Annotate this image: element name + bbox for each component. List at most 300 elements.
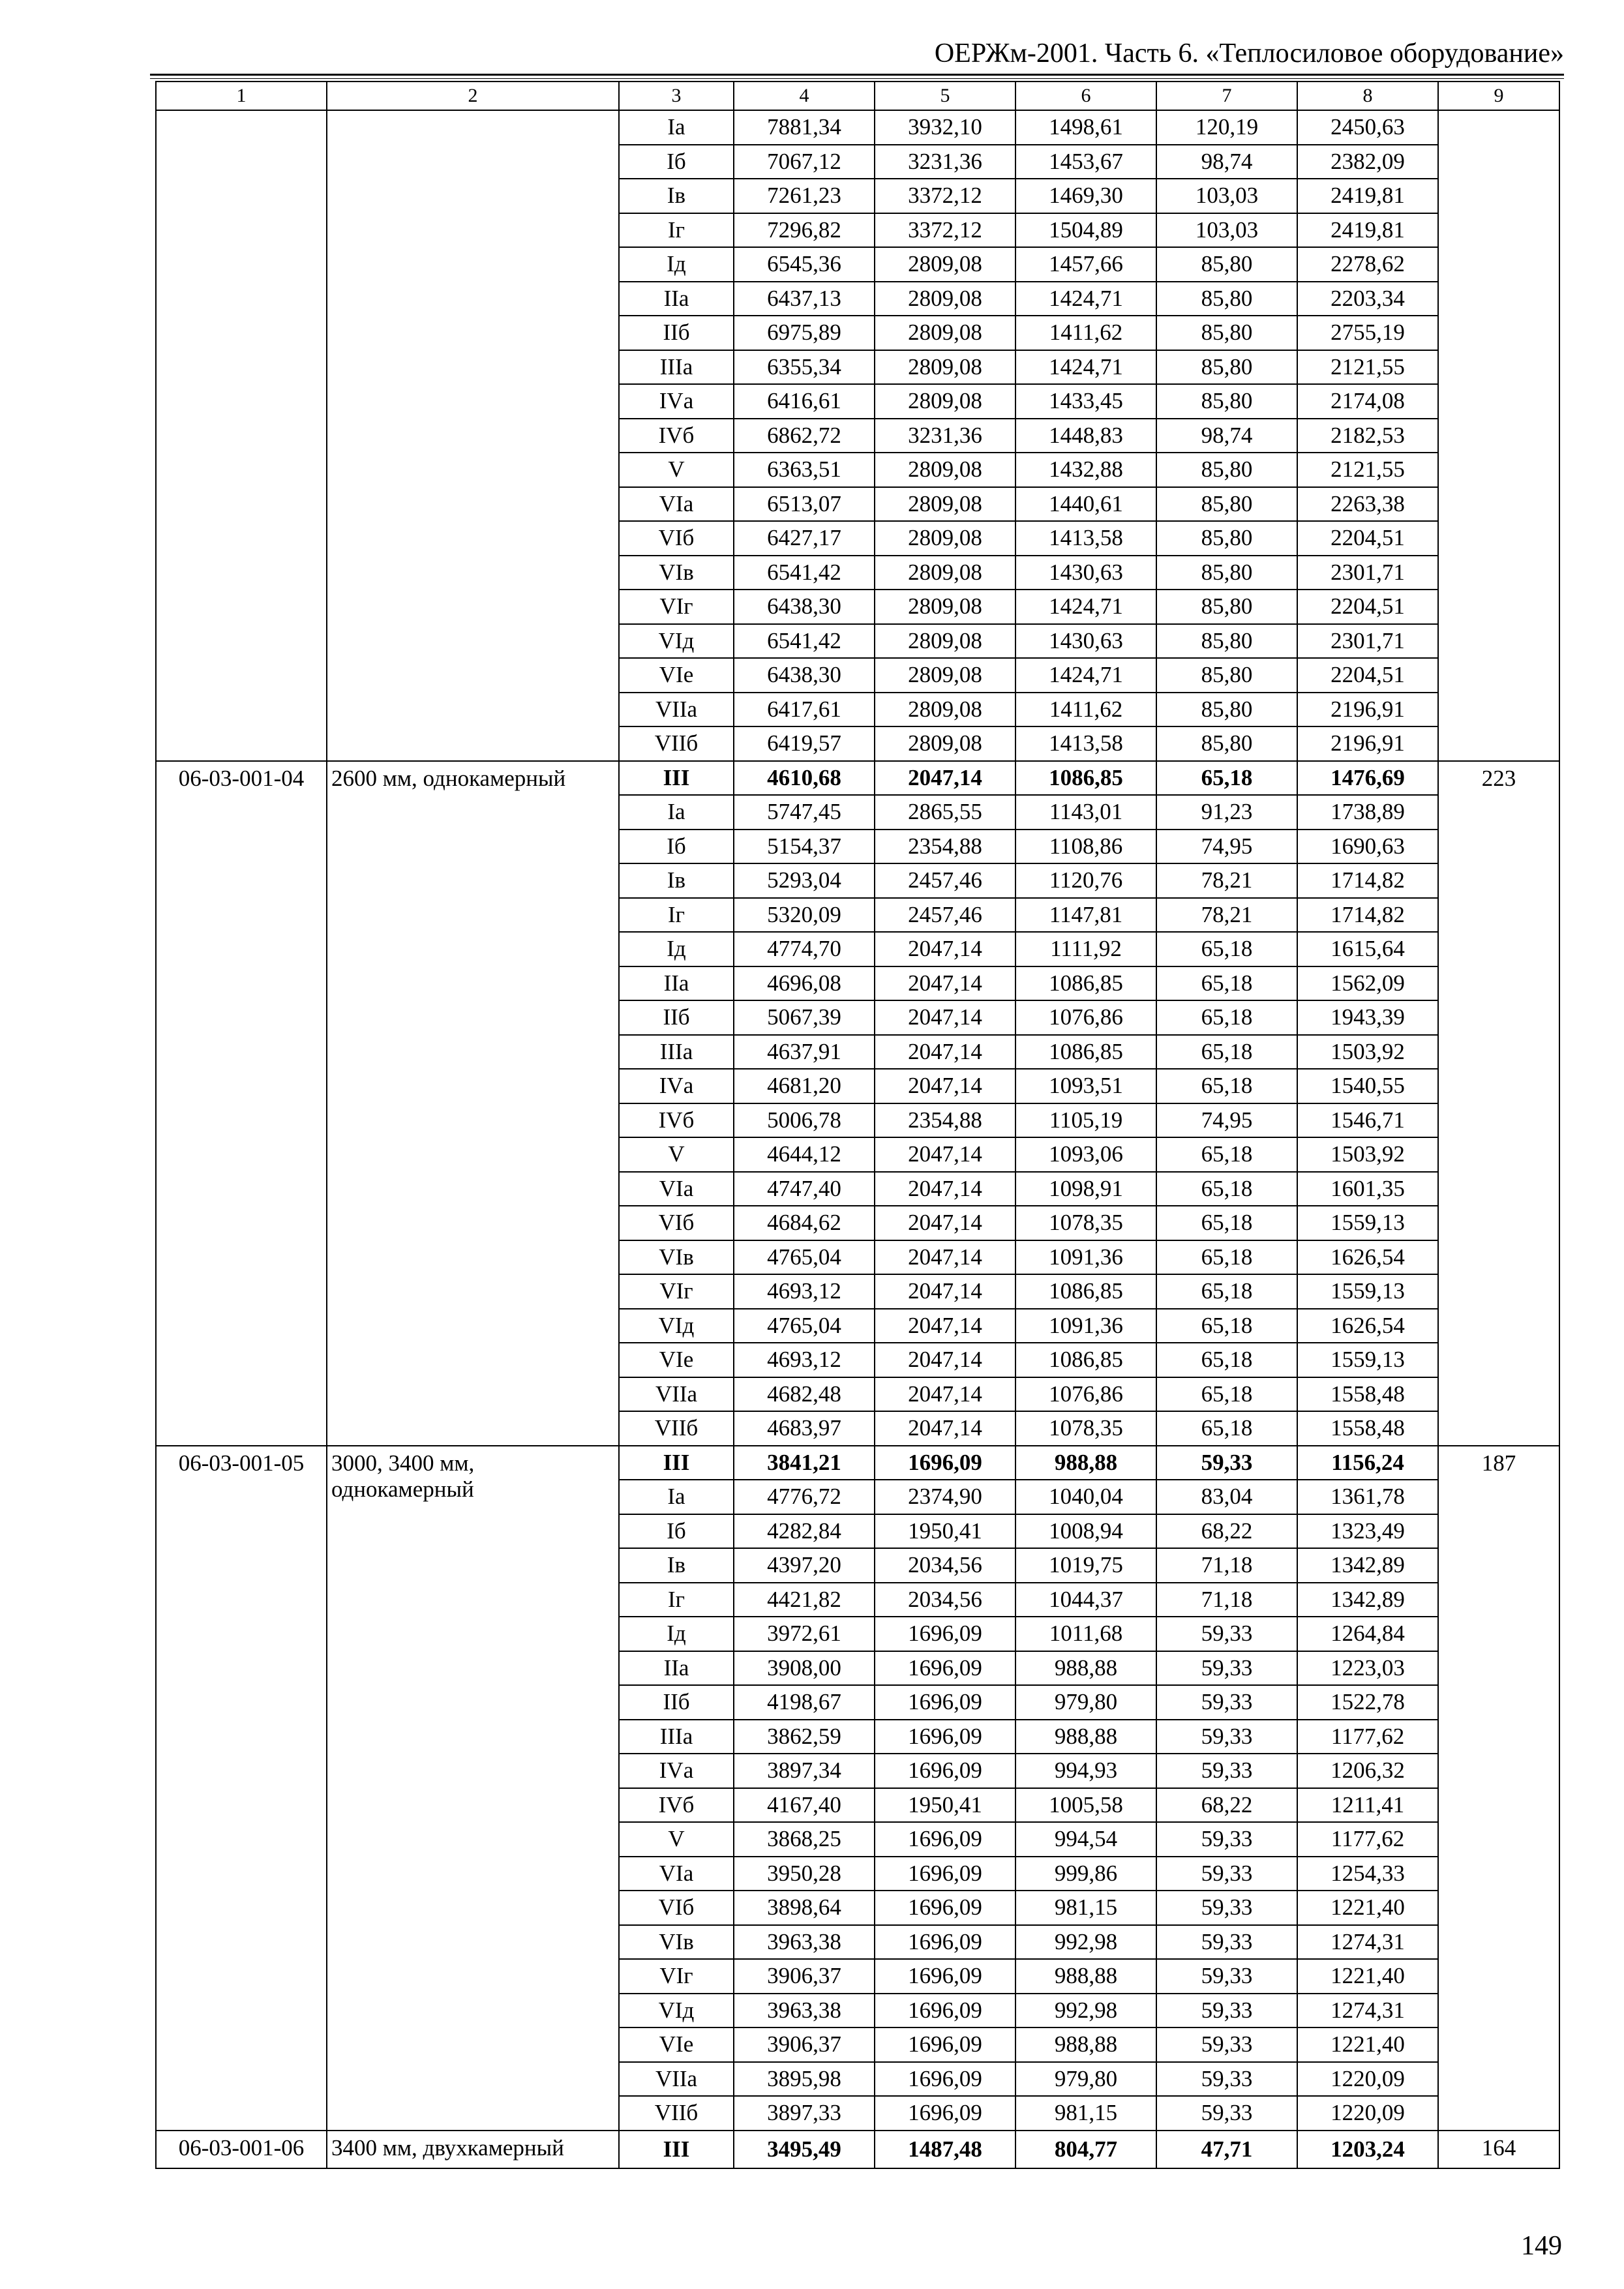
col7-cell: 85,80 (1156, 316, 1297, 350)
col4-cell: 4682,48 (734, 1377, 875, 1412)
column-number: 9 (1438, 82, 1559, 110)
col7-cell: 85,80 (1156, 350, 1297, 385)
col6-cell: 1086,85 (1015, 1343, 1156, 1377)
col8-cell: 1714,82 (1297, 898, 1438, 933)
col8-cell: 2301,71 (1297, 556, 1438, 590)
col5-cell: 2809,08 (875, 282, 1015, 316)
col5-cell: 3372,12 (875, 179, 1015, 213)
table-row (156, 761, 1559, 796)
col6-cell: 1504,89 (1015, 213, 1156, 248)
col4-cell: 3972,61 (734, 1617, 875, 1651)
col7-cell: 85,80 (1156, 453, 1297, 487)
col6-cell: 1111,92 (1015, 932, 1156, 966)
col7-cell: 65,18 (1156, 1000, 1297, 1035)
col6-cell: 1086,85 (1015, 1274, 1156, 1309)
price-table (155, 81, 1560, 2169)
col8-cell: 1626,54 (1297, 1309, 1438, 1343)
col5-cell: 2354,88 (875, 830, 1015, 864)
col6-cell: 1453,67 (1015, 145, 1156, 179)
col4-cell: 6862,72 (734, 419, 875, 453)
regime-cell: VIг (619, 1959, 734, 1994)
regime-cell: III (619, 1446, 734, 1480)
col4-cell: 5320,09 (734, 898, 875, 933)
regime-cell: VIв (619, 1925, 734, 1960)
col6-cell: 1019,75 (1015, 1548, 1156, 1583)
col4-cell: 3862,59 (734, 1720, 875, 1754)
col4-cell: 4765,04 (734, 1309, 875, 1343)
col8-cell: 1274,31 (1297, 1925, 1438, 1960)
col4-cell: 7067,12 (734, 145, 875, 179)
regime-cell: VIд (619, 624, 734, 659)
col8-cell: 2419,81 (1297, 213, 1438, 248)
col5-cell: 2047,14 (875, 1137, 1015, 1172)
column-number: 1 (156, 82, 327, 110)
col4-cell: 4765,04 (734, 1240, 875, 1275)
col4-cell: 5293,04 (734, 863, 875, 898)
regime-cell: IVб (619, 1788, 734, 1823)
col5-cell: 2047,14 (875, 1240, 1015, 1275)
qty-cell: 223 (1438, 761, 1559, 1446)
col4-cell: 4644,12 (734, 1137, 875, 1172)
regime-cell: VIа (619, 1172, 734, 1206)
col5-cell: 2457,46 (875, 898, 1015, 933)
col7-cell: 120,19 (1156, 110, 1297, 145)
col4-cell: 6438,30 (734, 590, 875, 624)
regime-cell: VIа (619, 1857, 734, 1891)
col7-cell: 65,18 (1156, 966, 1297, 1001)
col6-cell: 1008,94 (1015, 1514, 1156, 1549)
col6-cell: 979,80 (1015, 1685, 1156, 1720)
col4-cell: 4693,12 (734, 1343, 875, 1377)
col4-cell: 3908,00 (734, 1651, 875, 1686)
col7-cell: 65,18 (1156, 1377, 1297, 1412)
col6-cell: 1413,58 (1015, 726, 1156, 761)
col8-cell: 1558,48 (1297, 1411, 1438, 1446)
col4-cell: 4637,91 (734, 1035, 875, 1070)
regime-cell: IIIа (619, 1035, 734, 1070)
page-header-title: ОЕРЖм-2001. Часть 6. «Теплосиловое оборудование» (934, 38, 1564, 68)
col8-cell: 1274,31 (1297, 1994, 1438, 2028)
col5-cell: 1696,09 (875, 1891, 1015, 1925)
col6-cell: 1040,04 (1015, 1480, 1156, 1514)
col7-cell: 98,74 (1156, 145, 1297, 179)
col6-cell: 1424,71 (1015, 282, 1156, 316)
table-row (156, 2131, 1559, 2169)
col7-cell: 65,18 (1156, 1343, 1297, 1377)
col7-cell: 59,33 (1156, 2096, 1297, 2131)
col4-cell: 4421,82 (734, 1583, 875, 1617)
col8-cell: 1738,89 (1297, 795, 1438, 830)
col7-cell: 91,23 (1156, 795, 1297, 830)
col8-cell: 2419,81 (1297, 179, 1438, 213)
col6-cell: 1105,19 (1015, 1103, 1156, 1138)
col7-cell: 98,74 (1156, 419, 1297, 453)
col8-cell: 1540,55 (1297, 1069, 1438, 1103)
col8-cell: 1264,84 (1297, 1617, 1438, 1651)
regime-cell: VIе (619, 658, 734, 693)
col8-cell: 1522,78 (1297, 1685, 1438, 1720)
col8-cell: 1254,33 (1297, 1857, 1438, 1891)
col4-cell: 6416,61 (734, 384, 875, 419)
col5-cell: 2809,08 (875, 726, 1015, 761)
col5-cell: 1950,41 (875, 1788, 1015, 1823)
table-row (156, 1446, 1559, 1480)
col5-cell: 1696,09 (875, 1925, 1015, 1960)
regime-cell: Iб (619, 830, 734, 864)
col6-cell: 1411,62 (1015, 693, 1156, 727)
regime-cell: VIа (619, 487, 734, 522)
col4-cell: 6545,36 (734, 247, 875, 282)
col7-cell: 85,80 (1156, 247, 1297, 282)
regime-cell: IVа (619, 384, 734, 419)
col7-cell: 59,33 (1156, 1720, 1297, 1754)
col6-cell: 1469,30 (1015, 179, 1156, 213)
col5-cell: 2047,14 (875, 1377, 1015, 1412)
col5-cell: 2809,08 (875, 624, 1015, 659)
column-number: 8 (1297, 82, 1438, 110)
col5-cell: 2047,14 (875, 1000, 1015, 1035)
col4-cell: 6363,51 (734, 453, 875, 487)
col6-cell: 1011,68 (1015, 1617, 1156, 1651)
col4-cell: 6541,42 (734, 624, 875, 659)
col6-cell: 1424,71 (1015, 350, 1156, 385)
col5-cell: 1696,09 (875, 1822, 1015, 1857)
regime-cell: VIд (619, 1309, 734, 1343)
col5-cell: 1696,09 (875, 1651, 1015, 1686)
regime-cell: VIб (619, 1206, 734, 1240)
regime-cell: VIд (619, 1994, 734, 2028)
col8-cell: 2196,91 (1297, 693, 1438, 727)
col4-cell: 6427,17 (734, 521, 875, 556)
col4-cell: 3868,25 (734, 1822, 875, 1857)
col8-cell: 1206,32 (1297, 1754, 1438, 1788)
column-number: 5 (875, 82, 1015, 110)
column-number: 7 (1156, 82, 1297, 110)
col5-cell: 2809,08 (875, 658, 1015, 693)
col6-cell: 1005,58 (1015, 1788, 1156, 1823)
col6-cell: 1143,01 (1015, 795, 1156, 830)
col6-cell: 1430,63 (1015, 556, 1156, 590)
col5-cell: 2809,08 (875, 521, 1015, 556)
col8-cell: 1221,40 (1297, 1891, 1438, 1925)
code-cell: 06-03-001-05 (156, 1446, 327, 2131)
regime-cell: III (619, 2131, 734, 2169)
regime-cell: III (619, 761, 734, 796)
col5-cell: 1696,09 (875, 1446, 1015, 1480)
col5-cell: 1950,41 (875, 1514, 1015, 1549)
col7-cell: 85,80 (1156, 726, 1297, 761)
col7-cell: 59,33 (1156, 1446, 1297, 1480)
col4-cell: 6513,07 (734, 487, 875, 522)
col5-cell: 2047,14 (875, 1343, 1015, 1377)
col7-cell: 71,18 (1156, 1548, 1297, 1583)
col7-cell: 85,80 (1156, 487, 1297, 522)
col6-cell: 1076,86 (1015, 1000, 1156, 1035)
col8-cell: 1559,13 (1297, 1343, 1438, 1377)
col5-cell: 1696,09 (875, 1959, 1015, 1994)
regime-cell: V (619, 1822, 734, 1857)
page-number: 149 (1521, 2231, 1562, 2261)
col8-cell: 1503,92 (1297, 1137, 1438, 1172)
col4-cell: 6355,34 (734, 350, 875, 385)
col8-cell: 1223,03 (1297, 1651, 1438, 1686)
col5-cell: 2047,14 (875, 1206, 1015, 1240)
col6-cell: 1078,35 (1015, 1206, 1156, 1240)
col5-cell: 1696,09 (875, 1720, 1015, 1754)
col4-cell: 6438,30 (734, 658, 875, 693)
col6-cell: 992,98 (1015, 1925, 1156, 1960)
col7-cell: 59,33 (1156, 1822, 1297, 1857)
regime-cell: Iг (619, 213, 734, 248)
col8-cell: 1943,39 (1297, 1000, 1438, 1035)
col6-cell: 981,15 (1015, 2096, 1156, 2131)
col6-cell: 1086,85 (1015, 761, 1156, 796)
regime-cell: VIе (619, 1343, 734, 1377)
regime-cell: VIIб (619, 1411, 734, 1446)
col5-cell: 1696,09 (875, 1994, 1015, 2028)
col4-cell: 6975,89 (734, 316, 875, 350)
col5-cell: 3932,10 (875, 110, 1015, 145)
col4-cell: 3963,38 (734, 1994, 875, 2028)
col6-cell: 988,88 (1015, 1720, 1156, 1754)
col4-cell: 4693,12 (734, 1274, 875, 1309)
col8-cell: 1342,89 (1297, 1583, 1438, 1617)
col5-cell: 2047,14 (875, 1309, 1015, 1343)
col6-cell: 1432,88 (1015, 453, 1156, 487)
col5-cell: 2047,14 (875, 1172, 1015, 1206)
col4-cell: 4684,62 (734, 1206, 875, 1240)
col7-cell: 85,80 (1156, 556, 1297, 590)
col8-cell: 2203,34 (1297, 282, 1438, 316)
col6-cell: 979,80 (1015, 2062, 1156, 2097)
col7-cell: 65,18 (1156, 1137, 1297, 1172)
col8-cell: 1476,69 (1297, 761, 1438, 796)
col4-cell: 5154,37 (734, 830, 875, 864)
code-cell: 06-03-001-04 (156, 761, 327, 1446)
regime-cell: Iв (619, 863, 734, 898)
regime-cell: Iд (619, 1617, 734, 1651)
regime-cell: IVб (619, 1103, 734, 1138)
col8-cell: 2121,55 (1297, 453, 1438, 487)
col5-cell: 1696,09 (875, 1617, 1015, 1651)
col8-cell: 2204,51 (1297, 658, 1438, 693)
col7-cell: 59,33 (1156, 1651, 1297, 1686)
col6-cell: 1108,86 (1015, 830, 1156, 864)
col6-cell: 1413,58 (1015, 521, 1156, 556)
col4-cell: 4282,84 (734, 1514, 875, 1549)
regime-cell: IVа (619, 1754, 734, 1788)
regime-cell: Iб (619, 1514, 734, 1549)
col4-cell: 6437,13 (734, 282, 875, 316)
table-row (156, 110, 1559, 145)
col4-cell: 4198,67 (734, 1685, 875, 1720)
regime-cell: VIIа (619, 2062, 734, 2097)
col4-cell: 5006,78 (734, 1103, 875, 1138)
col7-cell: 59,33 (1156, 1959, 1297, 1994)
col6-cell: 1098,91 (1015, 1172, 1156, 1206)
col4-cell: 4683,97 (734, 1411, 875, 1446)
col5-cell: 3231,36 (875, 145, 1015, 179)
qty-cell: 187 (1438, 1446, 1559, 2131)
name-cell: 3400 мм, двухкамерный (327, 2131, 619, 2169)
col4-cell: 4776,72 (734, 1480, 875, 1514)
col8-cell: 1503,92 (1297, 1035, 1438, 1070)
col6-cell: 988,88 (1015, 1446, 1156, 1480)
regime-cell: Iг (619, 898, 734, 933)
col8-cell: 1220,09 (1297, 2096, 1438, 2131)
regime-cell: Iв (619, 1548, 734, 1583)
col5-cell: 3231,36 (875, 419, 1015, 453)
regime-cell: IIб (619, 1685, 734, 1720)
col6-cell: 999,86 (1015, 1857, 1156, 1891)
col6-cell: 988,88 (1015, 1651, 1156, 1686)
qty-cell (1438, 110, 1559, 761)
regime-cell: Iа (619, 1480, 734, 1514)
col4-cell: 4747,40 (734, 1172, 875, 1206)
col7-cell: 65,18 (1156, 1069, 1297, 1103)
col8-cell: 2204,51 (1297, 590, 1438, 624)
col8-cell: 1156,24 (1297, 1446, 1438, 1480)
regime-cell: Iа (619, 110, 734, 145)
col5-cell: 2354,88 (875, 1103, 1015, 1138)
col6-cell: 981,15 (1015, 1891, 1156, 1925)
regime-cell: VIIб (619, 2096, 734, 2131)
col6-cell: 1424,71 (1015, 658, 1156, 693)
column-number: 3 (619, 82, 734, 110)
col5-cell: 2865,55 (875, 795, 1015, 830)
col8-cell: 1714,82 (1297, 863, 1438, 898)
col6-cell: 988,88 (1015, 2027, 1156, 2062)
col4-cell: 6417,61 (734, 693, 875, 727)
col4-cell: 4681,20 (734, 1069, 875, 1103)
col7-cell: 59,33 (1156, 1891, 1297, 1925)
col7-cell: 85,80 (1156, 282, 1297, 316)
col6-cell: 1457,66 (1015, 247, 1156, 282)
col6-cell: 1076,86 (1015, 1377, 1156, 1412)
col6-cell: 1411,62 (1015, 316, 1156, 350)
col8-cell: 1559,13 (1297, 1274, 1438, 1309)
col8-cell: 2204,51 (1297, 521, 1438, 556)
col8-cell: 1342,89 (1297, 1548, 1438, 1583)
col8-cell: 2755,19 (1297, 316, 1438, 350)
col8-cell: 2174,08 (1297, 384, 1438, 419)
col5-cell: 1696,09 (875, 2096, 1015, 2131)
regime-cell: V (619, 1137, 734, 1172)
regime-cell: IIб (619, 1000, 734, 1035)
col5-cell: 1696,09 (875, 1857, 1015, 1891)
col4-cell: 3898,64 (734, 1891, 875, 1925)
col5-cell: 2809,08 (875, 693, 1015, 727)
col6-cell: 1424,71 (1015, 590, 1156, 624)
col4-cell: 7296,82 (734, 213, 875, 248)
col6-cell: 1448,83 (1015, 419, 1156, 453)
col6-cell: 988,88 (1015, 1959, 1156, 1994)
regime-cell: IVб (619, 419, 734, 453)
col7-cell: 65,18 (1156, 761, 1297, 796)
col5-cell: 2809,08 (875, 556, 1015, 590)
column-number: 4 (734, 82, 875, 110)
col7-cell: 59,33 (1156, 1617, 1297, 1651)
col5-cell: 2809,08 (875, 316, 1015, 350)
col6-cell: 1147,81 (1015, 898, 1156, 933)
regime-cell: V (619, 453, 734, 487)
col8-cell: 1220,09 (1297, 2062, 1438, 2097)
col7-cell: 59,33 (1156, 1857, 1297, 1891)
regime-cell: Iд (619, 932, 734, 966)
regime-cell: IIб (619, 316, 734, 350)
regime-cell: IIа (619, 282, 734, 316)
col5-cell: 1696,09 (875, 2062, 1015, 2097)
col6-cell: 994,93 (1015, 1754, 1156, 1788)
col8-cell: 2278,62 (1297, 247, 1438, 282)
col4-cell: 3895,98 (734, 2062, 875, 2097)
col8-cell: 2382,09 (1297, 145, 1438, 179)
col7-cell: 65,18 (1156, 1172, 1297, 1206)
col7-cell: 59,33 (1156, 2062, 1297, 2097)
col8-cell: 1601,35 (1297, 1172, 1438, 1206)
col7-cell: 103,03 (1156, 213, 1297, 248)
col5-cell: 2809,08 (875, 453, 1015, 487)
qty-cell: 164 (1438, 2131, 1559, 2169)
col7-cell: 65,18 (1156, 1309, 1297, 1343)
regime-cell: IIа (619, 1651, 734, 1686)
col4-cell: 7881,34 (734, 110, 875, 145)
col5-cell: 2047,14 (875, 1411, 1015, 1446)
col7-cell: 85,80 (1156, 384, 1297, 419)
regime-cell: VIв (619, 1240, 734, 1275)
col4-cell: 6541,42 (734, 556, 875, 590)
regime-cell: IIа (619, 966, 734, 1001)
col4-cell: 4397,20 (734, 1548, 875, 1583)
regime-cell: Iа (619, 795, 734, 830)
col5-cell: 2034,56 (875, 1548, 1015, 1583)
col8-cell: 1615,64 (1297, 932, 1438, 966)
col4-cell: 5067,39 (734, 1000, 875, 1035)
regime-cell: Iд (619, 247, 734, 282)
col7-cell: 65,18 (1156, 932, 1297, 966)
regime-cell: Iб (619, 145, 734, 179)
col5-cell: 2047,14 (875, 966, 1015, 1001)
col5-cell: 3372,12 (875, 213, 1015, 248)
column-number: 2 (327, 82, 619, 110)
col7-cell: 85,80 (1156, 521, 1297, 556)
col7-cell: 85,80 (1156, 590, 1297, 624)
col6-cell: 1091,36 (1015, 1240, 1156, 1275)
col5-cell: 1696,09 (875, 2027, 1015, 2062)
col6-cell: 1091,36 (1015, 1309, 1156, 1343)
col6-cell: 1086,85 (1015, 1035, 1156, 1070)
col6-cell: 1440,61 (1015, 487, 1156, 522)
col4-cell: 4696,08 (734, 966, 875, 1001)
col4-cell: 4774,70 (734, 932, 875, 966)
col4-cell: 6419,57 (734, 726, 875, 761)
col8-cell: 1221,40 (1297, 1959, 1438, 1994)
col6-cell: 1093,06 (1015, 1137, 1156, 1172)
regime-cell: VIIа (619, 1377, 734, 1412)
col6-cell: 1430,63 (1015, 624, 1156, 659)
col5-cell: 2809,08 (875, 590, 1015, 624)
col8-cell: 1221,40 (1297, 2027, 1438, 2062)
col5-cell: 1696,09 (875, 1685, 1015, 1720)
col6-cell: 1078,35 (1015, 1411, 1156, 1446)
regime-cell: Iв (619, 179, 734, 213)
col4-cell: 3841,21 (734, 1446, 875, 1480)
col7-cell: 78,21 (1156, 898, 1297, 933)
col7-cell: 74,95 (1156, 1103, 1297, 1138)
col8-cell: 2121,55 (1297, 350, 1438, 385)
col5-cell: 2047,14 (875, 761, 1015, 796)
col4-cell: 3950,28 (734, 1857, 875, 1891)
